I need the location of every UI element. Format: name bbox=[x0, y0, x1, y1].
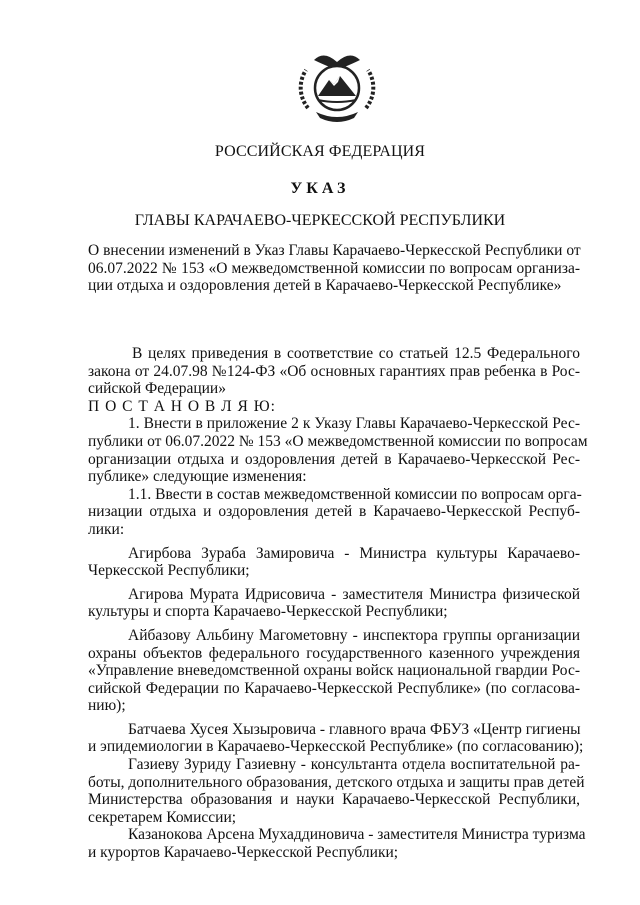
member-line: Газиеву Зуриду Газиевну - консультанта отдела воспитательной ра- bbox=[128, 756, 580, 774]
member-line: культуры и спорта Карачаево-Черкесской Республики; bbox=[88, 603, 448, 621]
item1-1-line: лики: bbox=[88, 520, 125, 538]
issuer-heading: ГЛАВЫ КАРАЧАЕВО-ЧЕРКЕССКОЙ РЕСПУБЛИКИ bbox=[134, 212, 506, 229]
republic-emblem-icon bbox=[294, 46, 380, 126]
member-line: нию); bbox=[88, 697, 126, 715]
member-line: Айбазову Альбину Магометовну - инспектора группы организации bbox=[128, 626, 580, 644]
member-line: и эпидемиологии в Карачаево-Черкесской Республике» (по согласованию); bbox=[88, 738, 584, 756]
member-line: секретарем Комиссии; bbox=[88, 808, 237, 826]
member-line: боты, дополнительного образования, детского отдыха и защиты прав детей bbox=[88, 773, 585, 791]
item1-line: публике» следующие изменения: bbox=[88, 468, 307, 486]
item1-line: публики от 06.07.2022 № 153 «О межведомственной комиссии по вопросам bbox=[88, 432, 588, 450]
member-line: и курортов Карачаево-Черкесской Республики; bbox=[88, 844, 399, 862]
title-line: 06.07.2022 № 153 «О межведомственной комиссии по вопросам организа- bbox=[88, 259, 580, 277]
title-line: О внесении изменений в Указ Главы Карачаево-Черкесской Республики от bbox=[88, 242, 581, 259]
resolve-line: П О С Т А Н О В Л Я Ю: bbox=[88, 397, 276, 415]
preamble-line: закона от 24.07.98 №124-ФЗ «Об основных гарантиях прав ребенка в Рос- bbox=[88, 362, 580, 380]
title-line: ции отдыха и оздоровления детей в Карачаево-Черкесской Республике» bbox=[88, 277, 562, 295]
decree-title bbox=[88, 242, 580, 295]
member-line: «Управление вневедомственной охраны войск национальной гвардии Рос- bbox=[88, 662, 580, 680]
country-heading: РОССИЙСКАЯ ФЕДЕРАЦИЯ bbox=[214, 143, 426, 160]
member-line: Агирова Мурата Идрисовича - заместителя Министра физической bbox=[128, 585, 580, 603]
member-line: Министерства образования и науки Карачаево-Черкесской Республики, bbox=[88, 791, 580, 809]
preamble-line: сийской Федерации» bbox=[88, 380, 226, 398]
item1-line: организации отдыха и оздоровления детей в Карачаево-Черкесской Рес- bbox=[88, 450, 580, 468]
member-line: Казанокова Арсена Мухаддиновича - заместителя Министра туризма bbox=[128, 826, 586, 844]
item1-1-line: низации отдыха и оздоровления детей в Карачаево-Черкесской Респуб- bbox=[88, 503, 580, 521]
member-line: охраны объектов федерального государственного казенного учреждения bbox=[88, 644, 580, 662]
item1-1-line: 1.1. Ввести в состав межведомственной комиссии по вопросам орга- bbox=[128, 485, 582, 503]
preamble-line: В целях приведения в соответствие со статьей 12.5 Федерального bbox=[132, 345, 580, 362]
decree-body bbox=[88, 345, 588, 862]
member-line: Агирбова Зураба Замировича - Министра культуры Карачаево- bbox=[128, 544, 580, 562]
item1-line: 1. Внести в приложение 2 к Указу Главы Карачаево-Черкесской Рес- bbox=[128, 415, 580, 433]
decree-heading: УКАЗ bbox=[290, 180, 350, 197]
member-line: Батчаева Хусея Хызыровича - главного врача ФБУЗ «Центр гигиены bbox=[128, 720, 581, 738]
member-line: сийской Федерации по Карачаево-Черкесской Республике» (по согласова- bbox=[88, 679, 580, 697]
member-line: Черкесской Республики; bbox=[88, 562, 250, 580]
